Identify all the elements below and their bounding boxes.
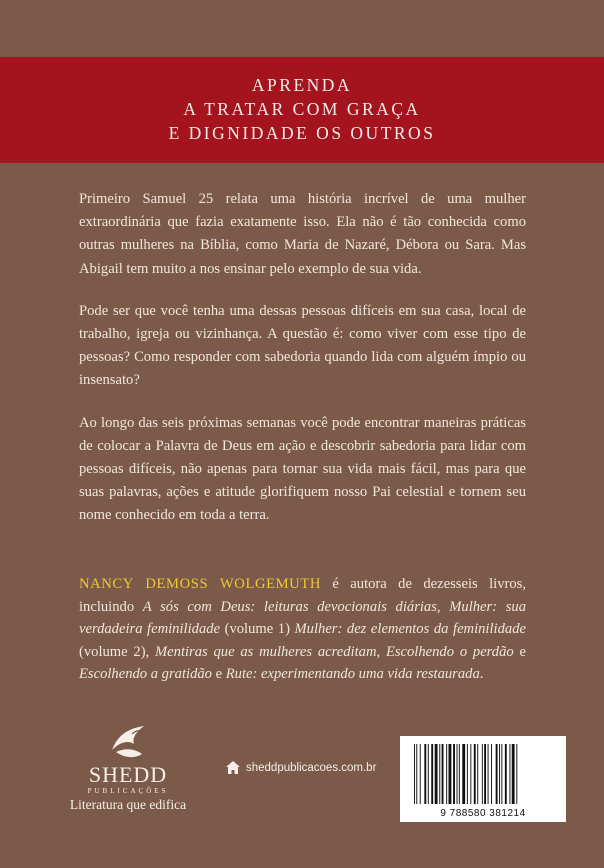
paragraph-1: Primeiro Samuel 25 relata uma história incrível de uma mulher extraordinária que fazia exatamente isso. Ela não é tão conhecida como outras mulheres na Bíblia, como Maria de Nazaré, Débora ou Sara. Mas Abigail tem muito a nos ensinar pelo exemplo de sua vida. (79, 191, 526, 277)
title-banner (0, 57, 604, 163)
bio-text-1: é autora de dezesseis livros, incluindo (79, 576, 526, 615)
bio-text-3: (volume 1) (220, 621, 295, 638)
publisher-sub: PUBLICAÇÕES (87, 787, 169, 795)
bio-text-5: , (376, 643, 386, 660)
barcode-bars (412, 744, 554, 806)
website[interactable] (226, 761, 376, 774)
author-name: NANCY DEMOSS WOLGEMUTH (79, 576, 321, 592)
book-title-6: Escolhendo a gratidão (79, 666, 212, 683)
book-title-1: A sós com Deus: leituras devocionais diárias (142, 598, 437, 615)
bio-text-6: e (513, 643, 526, 660)
paragraph-3: Ao longo das seis próximas semanas você pode encontrar maneiras práticas de colocar a Palavra de Deus em ação e descobrir sabedoria para lidar com pessoas difíceis, não apenas para tornar sua vida mais fácil, mas para que suas palavras, ações e atitude glorifiquem nosso Pai celestial e tornem seu nome conhecido em toda a terra. (79, 414, 526, 524)
publisher-logo (58, 720, 198, 814)
bio-text-8: . (479, 666, 484, 683)
book-title-7: Rute: experimentando uma vida restaurada (225, 666, 480, 683)
publisher-name: SHEDD (88, 762, 168, 787)
banner-line-2: A TRATAR COM GRAÇA (183, 99, 421, 119)
isbn-number: 9 788580 381214 (440, 808, 526, 819)
book-title-2: Mulher: sua verdadeira feminilidade (79, 598, 526, 638)
publisher-tagline: Literatura que edifica (69, 797, 187, 812)
book-title-3: Mulher: dez elementos da feminilidade (294, 621, 526, 638)
home-icon (226, 761, 240, 774)
author-bio (79, 573, 526, 686)
bio-text-4: (volume 2), (79, 643, 156, 660)
isbn-barcode (400, 736, 566, 822)
book-title-5: Escolhendo o perdão (385, 643, 514, 660)
description (79, 188, 526, 547)
bio-text-7: e (211, 666, 226, 683)
banner-line-3: E DIGNIDADE OS OUTROS (168, 123, 436, 143)
paragraph-2: Pode ser que você tenha uma dessas pessoas difíceis em sua casa, local de trabalho, igreja ou vizinhança. A questão é: como viver com esse tipo de pessoas? Como responder com sabedoria quando lida com alguém ímpio ou insensato? (79, 302, 526, 389)
banner-line-1: APRENDA (251, 75, 353, 95)
dove-logo-icon (106, 720, 150, 762)
website-url[interactable]: sheddpublicacoes.com.br (246, 761, 377, 774)
book-title-4: Mentiras que as mulheres acreditam (155, 643, 377, 660)
bio-text-2: , (436, 598, 450, 615)
